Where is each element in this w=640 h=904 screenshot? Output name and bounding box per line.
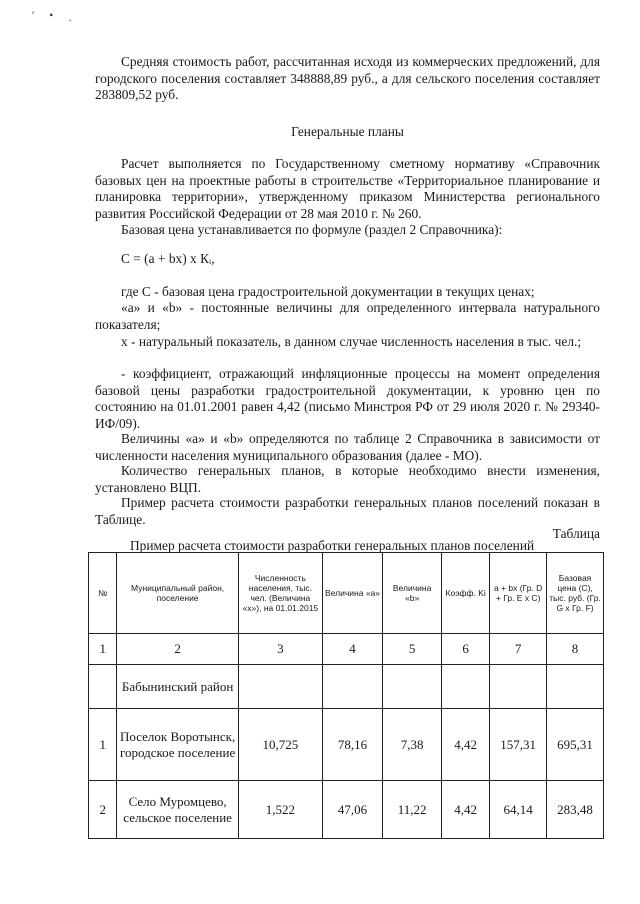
header-cell: а + bх (Гр. D + Гр. E х C) [490, 553, 547, 634]
paragraph-plans-count: Количество генеральных планов, в которые необходимо внести изменения, установлено ВЦП. [95, 463, 600, 495]
header-cell: Базовая цена (С), тыс. руб. (Гр. G х Гр. F) [547, 553, 604, 634]
column-number: 7 [490, 634, 547, 665]
value-a-cell: 47,06 [322, 781, 382, 839]
table-row [89, 781, 604, 839]
abx-cell: 64,14 [490, 781, 547, 839]
section-heading: Генеральные планы [291, 124, 404, 139]
column-number: 1 [89, 634, 117, 665]
header-cell: № [89, 553, 117, 634]
header-cell: Муниципальный район, поселение [117, 553, 238, 634]
value-a-cell: 78,16 [322, 709, 382, 781]
table-cell [322, 665, 382, 709]
header-cell: Величина «а» [322, 553, 382, 634]
column-number: 6 [442, 634, 490, 665]
paragraph-where-c: где С - базовая цена градостроительной документации в текущих ценах; [121, 284, 535, 299]
header-cell: Численность населения, тыс. чел. (Величина «х»), на 01.01.2015 [238, 553, 322, 634]
cost-table [88, 552, 604, 839]
abx-cell: 157,31 [490, 709, 547, 781]
header-cell: Величина «b» [383, 553, 442, 634]
table-cell [442, 665, 490, 709]
base-price-cell: 695,31 [547, 709, 604, 781]
base-price-cell: 283,48 [547, 781, 604, 839]
table-row [89, 709, 604, 781]
table-cell [89, 665, 117, 709]
value-b-cell: 11,22 [383, 781, 442, 839]
paragraph-where-ab: «а» и «b» - постоянные величины для определенного интервала натурального показателя; [95, 300, 600, 332]
paragraph-method: Расчет выполняется по Государственному сметному нормативу «Справочник базовых цен на проектные работы в строительстве «Территориальное планирование и планировка территории», утвержденному приказом Министерства регионального развития Российской Федерации от 28 мая 2010 г. № 260. [95, 156, 600, 221]
table-caption: Пример расчета стоимости разработки генеральных планов поселений [130, 538, 535, 553]
paragraph-values-ab: Величины «а» и «b» определяются по таблице 2 Справочника в зависимости от численности населения муниципального образования (далее - МО). [95, 431, 600, 463]
paragraph-coefficient: - коэффициент, отражающий инфляционные процессы на момент определения базовой цены разработки градостроительной документации, к уровню цен по состоянию на 01.01.2001 равен 4,42 (письмо Минстроя РФ от 29 июля 2020 г. № 29340-ИФ/09). [95, 366, 600, 431]
table-cell [490, 665, 547, 709]
paragraph-where-x: х - натуральный показатель, в данном случае численность населения в тыс. чел.; [121, 334, 582, 349]
column-number-row [89, 634, 604, 665]
district-row [89, 665, 604, 709]
district-name: Бабынинский район [117, 665, 238, 709]
column-number: 4 [322, 634, 382, 665]
paragraph-example: Пример расчета стоимости разработки генеральных планов поселений показан в Таблице. [95, 495, 600, 527]
table-cell [383, 665, 442, 709]
table-header-row [89, 553, 604, 634]
settlement-name: Село Муромцево, сельское поселение [117, 781, 238, 839]
value-b-cell: 7,38 [383, 709, 442, 781]
coefficient-cell: 4,42 [442, 709, 490, 781]
formula: С = (а + bх) х Кᵢ, [121, 251, 215, 266]
coefficient-cell: 4,42 [442, 781, 490, 839]
scan-marks: ' • ˎ [32, 8, 79, 22]
column-number: 5 [383, 634, 442, 665]
table-cell [238, 665, 322, 709]
header-cell: Коэфф. Ki [442, 553, 490, 634]
row-number: 1 [89, 709, 117, 781]
column-number: 2 [117, 634, 238, 665]
table-label: Таблица [552, 526, 600, 541]
row-number: 2 [89, 781, 117, 839]
table-cell [547, 665, 604, 709]
paragraph-formula-intro: Базовая цена устанавливается по формуле (раздел 2 Справочника): [121, 222, 503, 237]
population-cell: 1,522 [238, 781, 322, 839]
column-number: 8 [547, 634, 604, 665]
column-number: 3 [238, 634, 322, 665]
paragraph-cost-summary: Средняя стоимость работ, рассчитанная исходя из коммерческих предложений, для городского поселения составляет 348888,89 руб., а для сельского поселения составляет 283809,52 руб. [95, 54, 600, 102]
population-cell: 10,725 [238, 709, 322, 781]
settlement-name: Поселок Воротынск, городское поселение [117, 709, 238, 781]
